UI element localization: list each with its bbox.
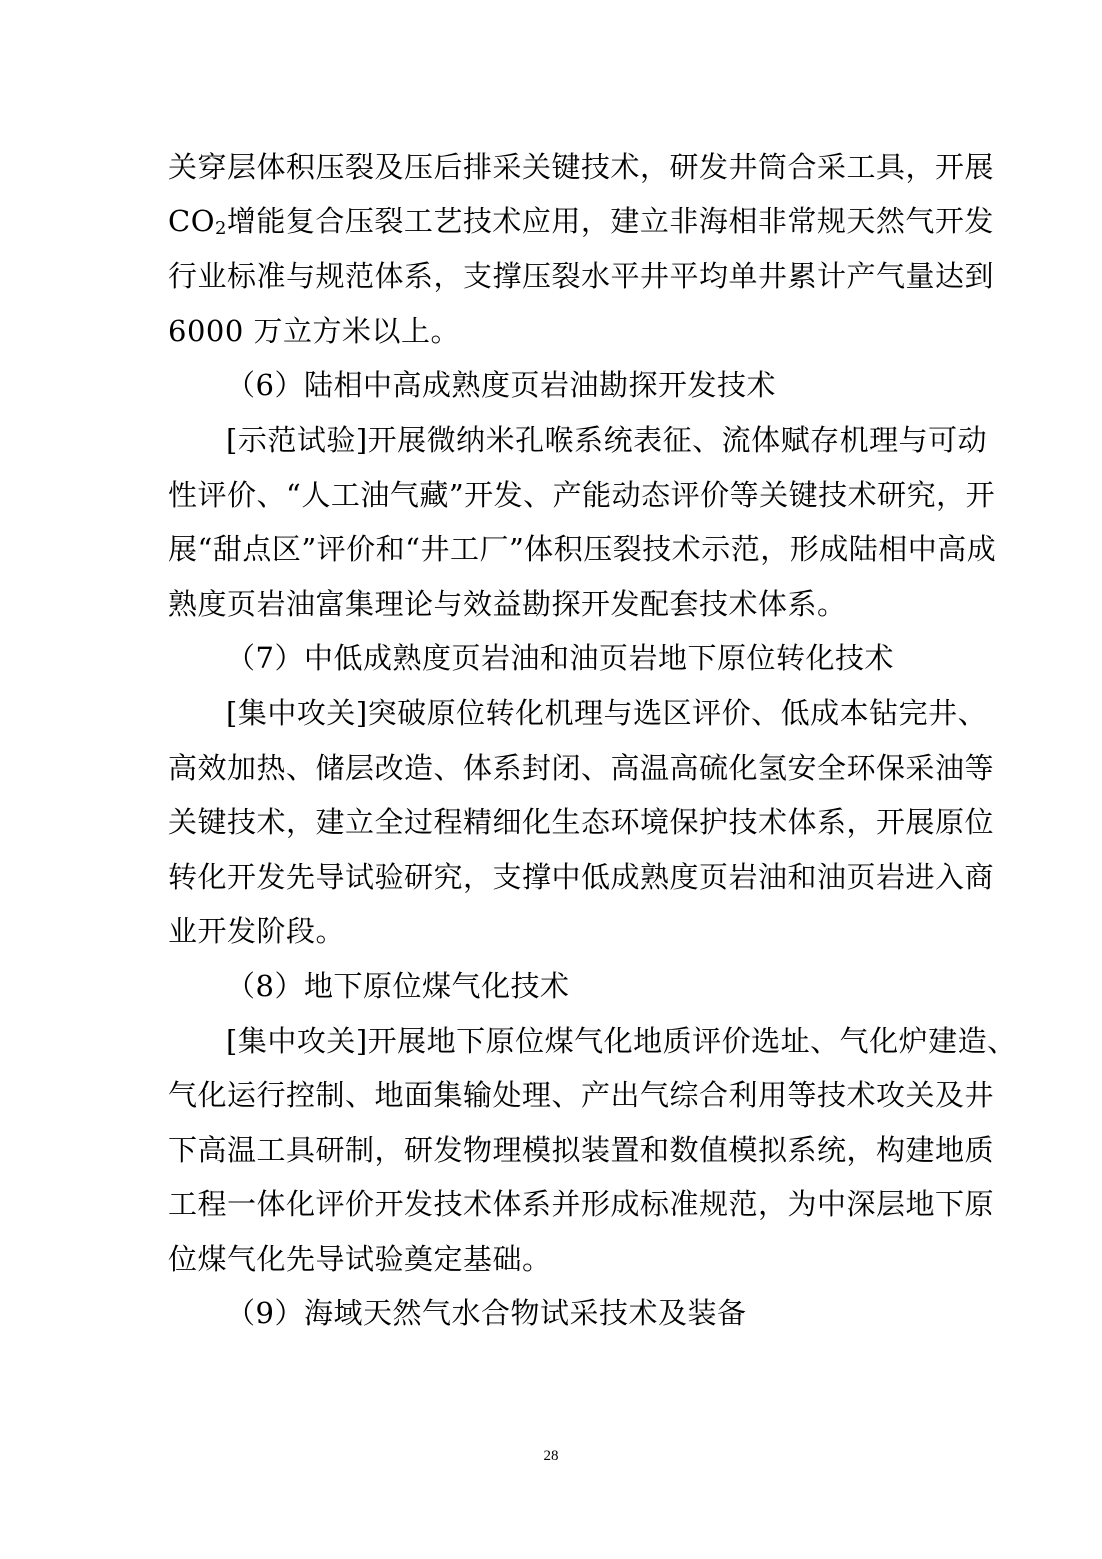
- body-text-line: [168, 201, 994, 241]
- body-text-line: 气化运行控制、地面集输处理、产出气综合利用等技术攻关及井: [168, 1078, 995, 1112]
- body-text-line: 关穿层体积压裂及压后排采关键技术，研发井筒合采工具，开展: [168, 150, 995, 184]
- subscript: 2: [214, 218, 227, 239]
- body-text-line: 关键技术，建立全过程精细化生态环境保护技术体系，开展原位: [168, 805, 995, 839]
- body-text-line: [示范试验]开展微纳米孔喉系统表征、流体赋存机理与可动: [226, 423, 988, 457]
- chemical-formula: CO: [168, 204, 215, 238]
- body-text-line: [集中攻关]开展地下原位煤气化地质评价选址、气化炉建造、: [226, 1024, 1017, 1058]
- body-text-line: 业开发阶段。: [168, 914, 346, 948]
- body-text-line: 行业标准与规范体系，支撑压裂水平井平均单井累计产气量达到: [168, 259, 995, 293]
- body-text-line: 性评价、“人工油气藏”开发、产能动态评价等关键技术研究，开: [168, 478, 996, 512]
- section-heading: （6）陆相中高成熟度页岩油勘探开发技术: [226, 368, 776, 402]
- body-text-line: 展“甜点区”评价和“井工厂”体积压裂技术示范，形成陆相中高成: [168, 532, 997, 566]
- body-text-line: 高效加热、储层改造、体系封闭、高温高硫化氢安全环保采油等: [168, 751, 995, 785]
- body-text-line: 6000 万立方米以上。: [168, 314, 461, 348]
- body-text-line: 工程一体化评价开发技术体系并形成标准规范，为中深层地下原: [168, 1187, 995, 1221]
- body-text-line: [集中攻关]突破原位转化机理与选区评价、低成本钻完井、: [226, 696, 988, 730]
- body-text-fragment: 增能复合压裂工艺技术应用，建立非海相非常规天然气开发: [226, 204, 994, 238]
- body-text-line: 转化开发先导试验研究，支撑中低成熟度页岩油和油页岩进入商: [168, 860, 995, 894]
- page-number: 28: [543, 1448, 559, 1464]
- body-text-line: 位煤气化先导试验奠定基础。: [168, 1242, 552, 1276]
- body-text-line: 下高温工具研制，研发物理模拟装置和数值模拟系统，构建地质: [168, 1133, 995, 1167]
- section-heading: （9）海域天然气水合物试采技术及装备: [226, 1296, 747, 1330]
- section-heading: （7）中低成熟度页岩油和油页岩地下原位转化技术: [226, 641, 894, 675]
- section-heading: （8）地下原位煤气化技术: [226, 969, 570, 1003]
- body-text-line: 熟度页岩油富集理论与效益勘探开发配套技术体系。: [168, 587, 847, 621]
